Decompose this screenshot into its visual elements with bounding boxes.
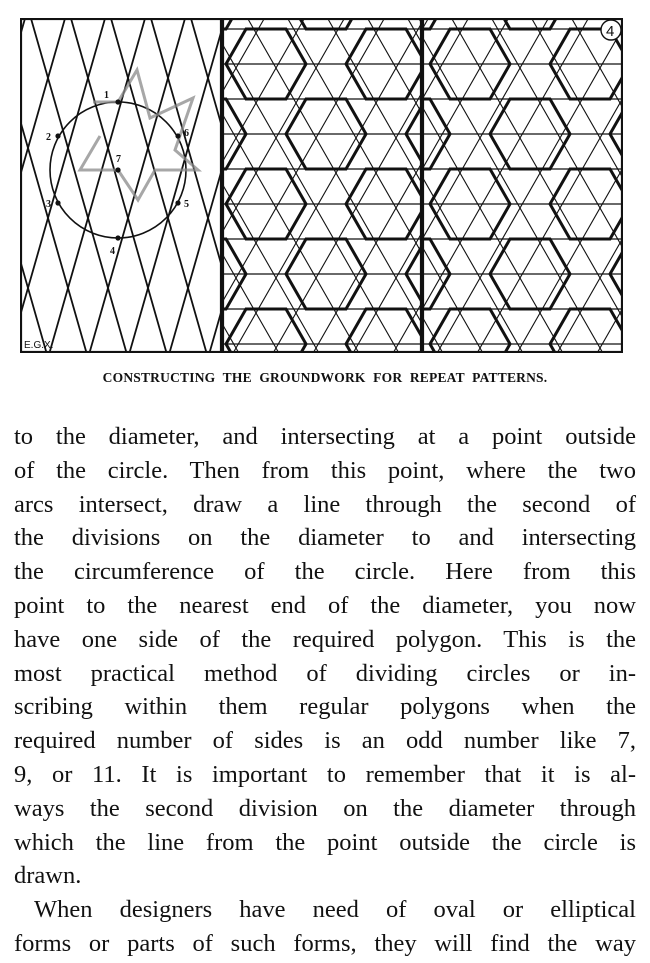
circle-point-label: 2 bbox=[46, 132, 51, 143]
text-line: arcs intersect, draw a line through the second of bbox=[14, 490, 636, 518]
text-line: forms or parts of such forms, they will find the way bbox=[14, 929, 636, 957]
text-line-paragraph-start: When designers have need of oval or elliptical bbox=[34, 896, 636, 924]
figure-plate bbox=[20, 18, 623, 353]
text-line: to the diameter, and intersecting at a point outside bbox=[14, 423, 636, 450]
text-line: drawn. bbox=[14, 862, 82, 890]
text-line: scribing within them regular polygons when the bbox=[14, 693, 636, 721]
triangle-grid-panel bbox=[20, 18, 623, 353]
plate-number: 4 bbox=[606, 23, 615, 40]
circle-point-label: 4 bbox=[110, 246, 115, 257]
text-line: most practical method of dividing circles or in- bbox=[14, 659, 636, 687]
text-line: have one side of the required polygon. This is the bbox=[14, 625, 636, 653]
circle-point-label: 3 bbox=[46, 199, 51, 210]
circle-point-label: 7 bbox=[116, 154, 121, 165]
text-line: which the line from the point outside the circle is bbox=[14, 828, 636, 856]
repeat-pattern-illustration bbox=[20, 18, 623, 353]
text-line: required number of sides is an odd number like 7, bbox=[14, 727, 636, 755]
text-line: of the circle. Then from this point, where the two bbox=[14, 456, 636, 484]
text-line: the circumference of the circle. Here from this bbox=[14, 558, 636, 586]
circle-point-label: 6 bbox=[184, 128, 189, 139]
text-line: ways the second division on the diameter through bbox=[14, 794, 636, 822]
circle-point-label: 1 bbox=[104, 90, 109, 101]
text-line: the divisions on the diameter to and intersecting bbox=[14, 524, 636, 552]
circle-point-label: 5 bbox=[184, 199, 189, 210]
text-line: 9, or 11. It is important to remember that it is al- bbox=[14, 760, 636, 788]
text-line: point to the nearest end of the diameter, you now bbox=[14, 591, 636, 619]
figure-caption: CONSTRUCTING THE GROUNDWORK FOR REPEAT PATTERNS. bbox=[102, 370, 548, 385]
body-paragraph bbox=[14, 420, 636, 961]
artist-signature: E.G.X. bbox=[24, 340, 54, 351]
